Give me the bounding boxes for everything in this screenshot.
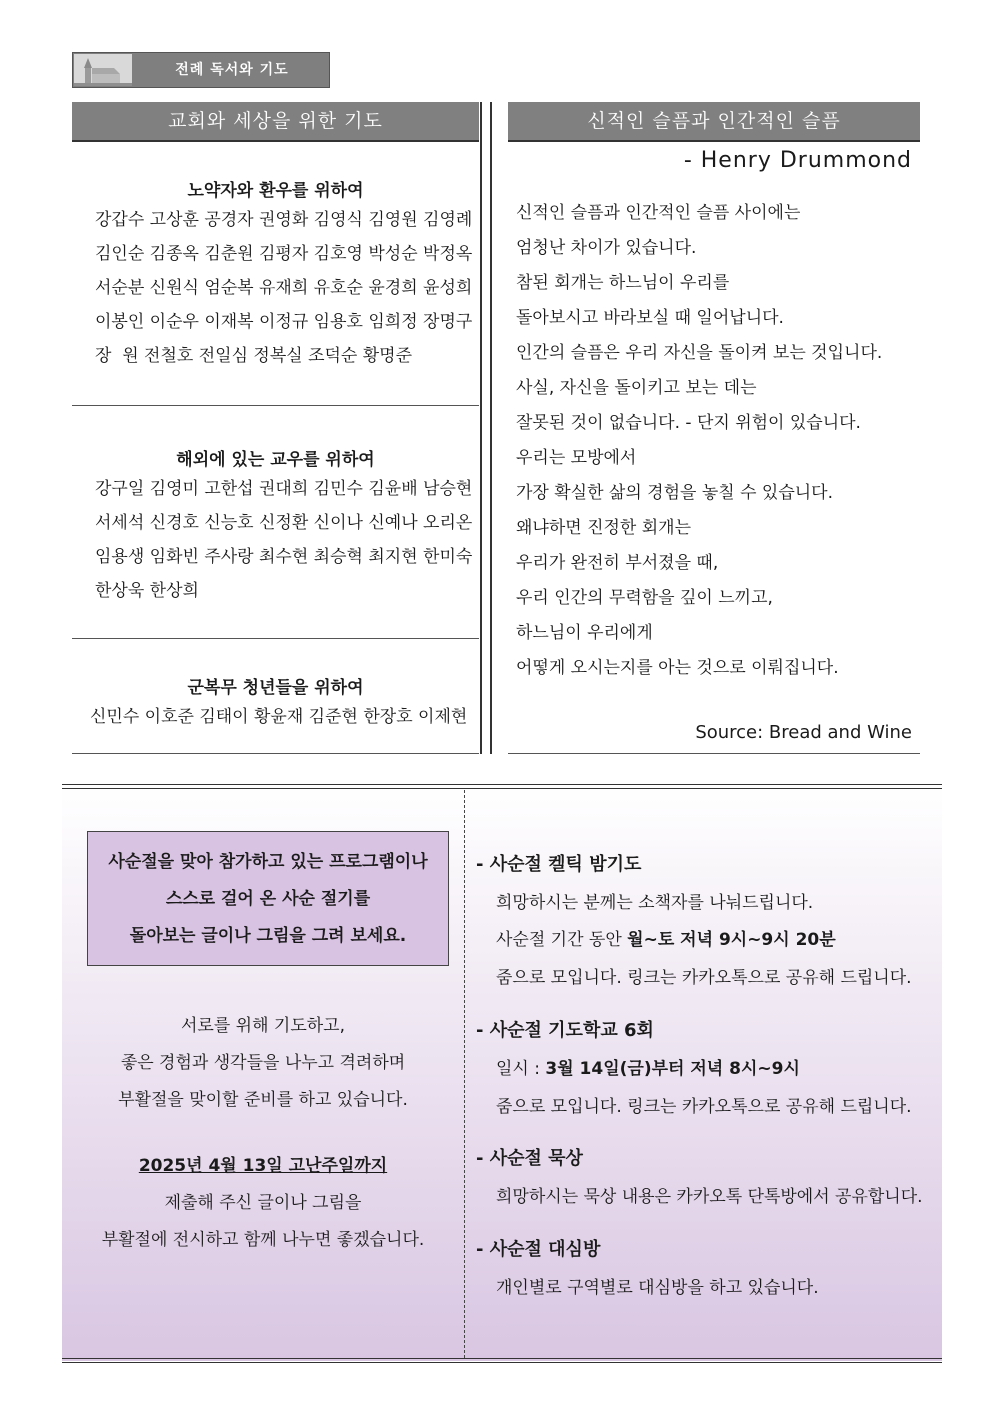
left-section-title: 교회와 세상을 위한 기도 xyxy=(72,102,479,140)
deadline-text: 2025년 4월 13일 고난주일까지 xyxy=(138,1156,388,1176)
left-title-rule xyxy=(72,140,479,142)
quote-line: 어떻게 오시는지를 아는 것으로 이뤄집니다. xyxy=(516,658,839,678)
names-line: 강갑수 고상훈 공경자 권영화 김영식 김영원 김영례 xyxy=(95,210,473,230)
quote-body xyxy=(516,196,882,686)
item-line: 줌으로 모입니다. 링크는 카카오톡으로 공유해 드립니다. xyxy=(496,968,912,988)
quote-line: 왜냐하면 진정한 회개는 xyxy=(516,518,692,538)
left-bottom-rule xyxy=(72,753,479,754)
quote-line: 인간의 슬픔은 우리 자신을 돌이켜 보는 것입니다. xyxy=(516,343,883,363)
quote-line: 참된 회개는 하느님이 우리를 xyxy=(516,273,730,293)
prompt-line: 사순절을 맞아 참가하고 있는 프로그램이나 xyxy=(108,852,428,872)
right-title-rule xyxy=(508,140,920,142)
church-thumbnail-image xyxy=(74,54,132,86)
item-title-prayer-school: - 사순절 기도학교 6회 xyxy=(476,1020,654,1041)
item-line: 희망하시는 분께는 소책자를 나눠드립니다. xyxy=(496,893,814,913)
schedule-text: 월~토 저녁 9시~9시 20분 xyxy=(627,930,836,950)
paragraph-line: 부활절에 전시하고 함께 나누면 좋겠습니다. xyxy=(101,1230,425,1250)
item-title-celtic-prayer: - 사순절 켈틱 밤기도 xyxy=(476,854,642,875)
quote-author: - Henry Drummond xyxy=(683,148,912,173)
panel-top-rule xyxy=(62,788,942,789)
names-line: 신민수 이호준 김태이 황윤재 김준현 한장호 이제현 xyxy=(90,707,468,727)
item-line: 희망하시는 묵상 내용은 카카오톡 단톡방에서 공유합니다. xyxy=(496,1187,923,1207)
quote-line: 하느님이 우리에게 xyxy=(516,623,653,643)
group-title-military: 군복무 청년들을 위하여 xyxy=(187,678,364,698)
quote-line: 엄청난 차이가 있습니다. xyxy=(516,238,697,258)
names-line: 강구일 김영미 고한섭 권대희 김민수 김윤배 남승현 xyxy=(95,479,473,499)
names-line: 서순분 신원식 엄순복 유재희 유호순 윤경희 윤성희 xyxy=(95,278,473,298)
item-line: 개인별로 구역별로 대심방을 하고 있습니다. xyxy=(496,1278,819,1298)
right-bottom-rule xyxy=(508,753,920,754)
names-patients xyxy=(95,203,472,373)
names-line: 한상욱 한상희 xyxy=(95,581,199,601)
quote-line: 가장 확실한 삶의 경험을 놓칠 수 있습니다. xyxy=(516,483,834,503)
prompt-line: 돌아보는 글이나 그림을 그려 보세요. xyxy=(129,926,407,946)
item-text: 사순절 기간 동안 xyxy=(496,930,628,950)
header-title: 전례 독서와 기도 xyxy=(175,62,289,78)
schedule-text: 3월 14일(금)부터 저녁 8시~9시 xyxy=(545,1059,800,1079)
panel-top-rule xyxy=(62,784,942,785)
column-divider xyxy=(490,102,492,754)
quote-line: 사실, 자신을 돌이키고 보는 데는 xyxy=(516,378,757,398)
item-line xyxy=(496,1054,800,1079)
item-line: 줌으로 모입니다. 링크는 카카오톡으로 공유해 드립니다. xyxy=(496,1097,912,1117)
quote-line: 우리가 완전히 부서졌을 때, xyxy=(516,553,719,573)
group-divider xyxy=(72,638,479,639)
column-divider xyxy=(480,102,482,754)
panel-bottom-rule xyxy=(62,1358,942,1359)
panel-bottom-rule xyxy=(62,1362,942,1363)
prompt-line: 스스로 걸어 온 사순 절기를 xyxy=(165,889,371,909)
group-title-patients: 노약자와 환우를 위하여 xyxy=(187,181,364,201)
item-title-meditation: - 사순절 묵상 xyxy=(476,1148,583,1169)
prayer-paragraph xyxy=(68,1008,458,1119)
item-title-visitation: - 사순절 대심방 xyxy=(476,1239,601,1260)
quote-line: 돌아보시고 바라보실 때 일어납니다. xyxy=(516,308,784,328)
paragraph-line: 좋은 경험과 생각들을 나누고 격려하며 xyxy=(120,1053,406,1073)
names-line: 임용생 임화빈 주사랑 최수현 최승혁 최지현 한미숙 xyxy=(95,547,473,567)
paragraph-line: 서로를 위해 기도하고, xyxy=(180,1016,345,1036)
group-divider xyxy=(72,405,479,406)
group-title-overseas: 해외에 있는 교우를 위하여 xyxy=(176,450,375,470)
quote-line: 우리는 모방에서 xyxy=(516,448,637,468)
submission-paragraph xyxy=(68,1148,458,1259)
paragraph-line: 제출해 주신 글이나 그림을 xyxy=(164,1193,362,1213)
quote-line: 우리 인간의 무력함을 깊이 느끼고, xyxy=(516,588,773,608)
paragraph-line: 부활절을 맞이할 준비를 하고 있습니다. xyxy=(118,1090,408,1110)
prompt-box xyxy=(87,831,449,966)
names-line: 장 원 전철호 전일심 정복실 조덕순 황명준 xyxy=(95,346,413,366)
names-line: 서세석 신경호 신능호 신정환 신이나 신예나 오리온 xyxy=(95,513,473,533)
panel-divider xyxy=(464,790,465,1358)
quote-line: 잘못된 것이 없습니다. - 단지 위험이 있습니다. xyxy=(516,413,861,433)
quote-line: 신적인 슬픔과 인간적인 슬픔 사이에는 xyxy=(516,203,801,223)
names-line: 김인순 김종옥 김춘원 김평자 김호영 박성순 박정옥 xyxy=(95,244,473,264)
right-section-title: 신적인 슬픔과 인간적인 슬픔 xyxy=(508,102,920,140)
quote-source: Source: Bread and Wine xyxy=(695,722,912,743)
item-text: 일시 : xyxy=(496,1059,546,1079)
item-line xyxy=(496,925,836,950)
names-military xyxy=(90,700,467,734)
names-overseas xyxy=(95,472,472,608)
names-line: 이봉인 이순우 이재복 이정규 임용호 임희정 장명구 xyxy=(95,312,473,332)
